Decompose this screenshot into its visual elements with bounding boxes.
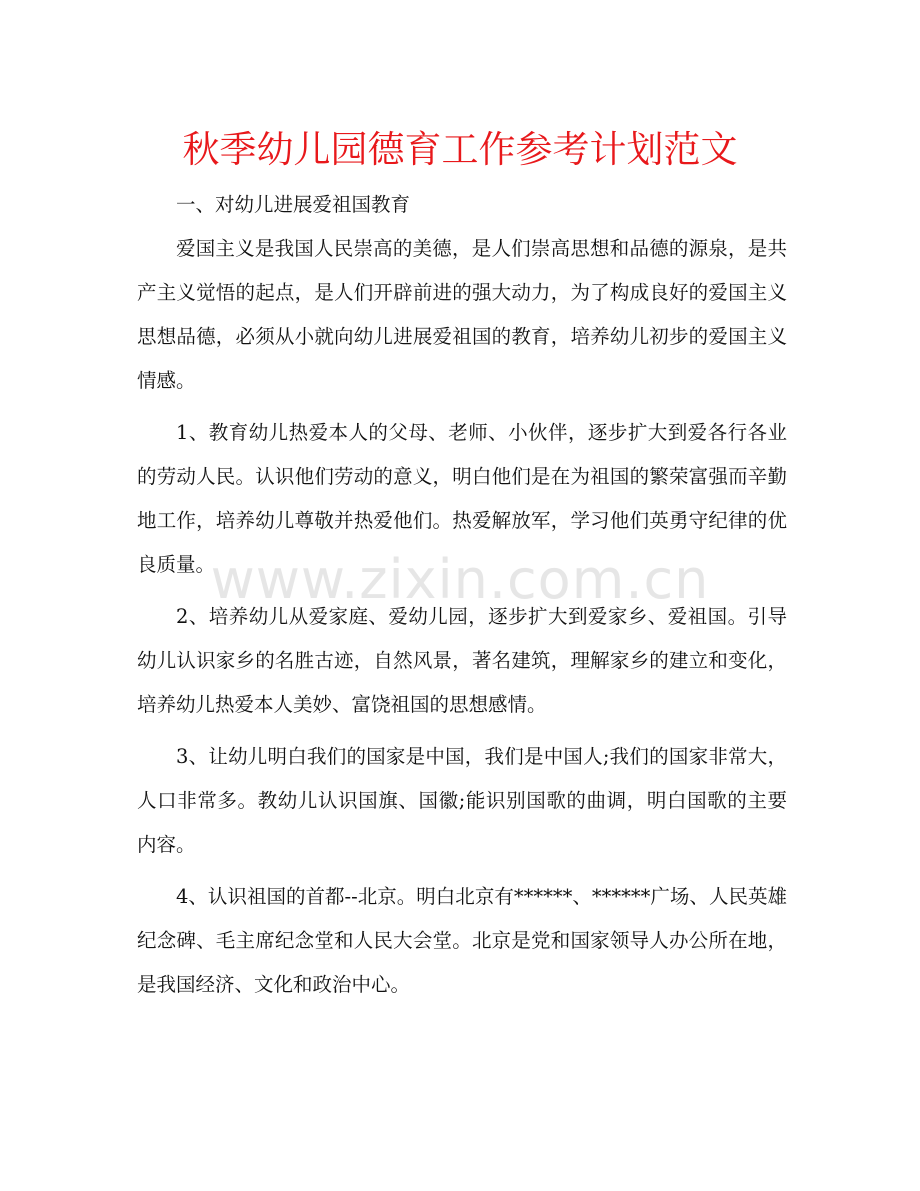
document-title: 秋季幼儿园德育工作参考计划范文 [182, 128, 738, 171]
paragraph-item-2: 2、培养幼儿从爱家庭、爱幼儿园，逐步扩大到爱家乡、爱祖国。引导幼儿认识家乡的名胜古迹，自然风景，著名建筑，理解家乡的建立和变化，培养幼儿热爱本人美妙、富饶祖国的思想感情。 [137, 605, 787, 716]
paragraph-intro: 爱国主义是我国人民崇高的美德，是人们崇高思想和品德的源泉，是共产主义觉悟的起点，是人们开辟前进的强大动力，为了构成良好的爱国主义思想品德，必须从小就向幼儿进展爱祖国的教育，培养幼儿初步的爱国主义情感。 [137, 237, 787, 392]
paragraph-item-4: 4、认识祖国的首都--北京。明白北京有******、******广场、人民英雄纪念碑、毛主席纪念堂和人民大会堂。北京是党和国家领导人办公所在地，是我国经济、文化和政治中心。 [137, 885, 787, 996]
document-body [137, 183, 787, 1007]
paragraph-item-3: 3、让幼儿明白我们的国家是中国，我们是中国人;我们的国家非常大，人口非常多。教幼儿认识国旗、国徽;能识别国歌的曲调，明白国歌的主要内容。 [137, 745, 787, 856]
watermark: www.zixin.com.cn [210, 548, 710, 611]
spacer [137, 867, 787, 875]
paragraph-item-1: 1、教育幼儿热爱本人的父母、老师、小伙伴，逐步扩大到爱各行各业的劳动人民。认识他们劳动的意义，明白他们是在为祖国的繁荣富强而辛勤地工作，培养幼儿尊敬并热爱他们。热爱解放军，学习他们英勇守纪律的优良质量。 [137, 421, 787, 576]
spacer [137, 403, 787, 411]
spacer [137, 727, 787, 735]
section-heading: 一、对幼儿进展爱祖国教育 [176, 193, 411, 216]
spacer [137, 587, 787, 595]
